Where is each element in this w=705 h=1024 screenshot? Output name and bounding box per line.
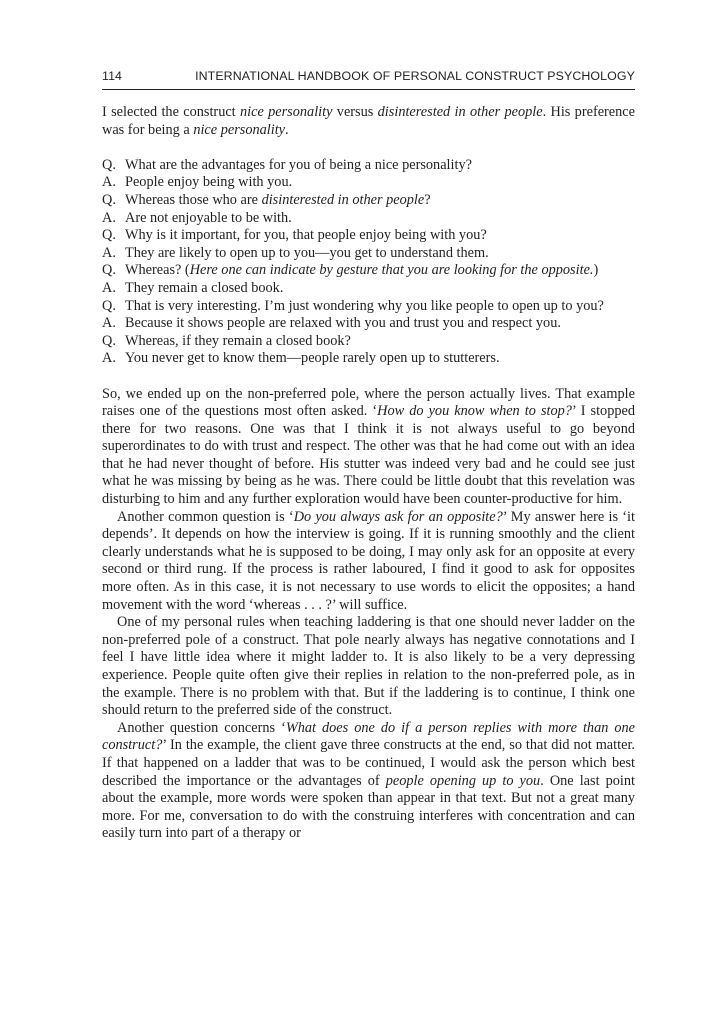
- speaker-label: A.: [102, 209, 116, 226]
- speaker-label: Q.: [102, 156, 116, 173]
- speaker-label: A.: [102, 279, 116, 296]
- speaker-label: Q.: [102, 262, 116, 279]
- paragraph-stopping: [102, 386, 635, 509]
- interview-dialogue: [102, 157, 635, 368]
- dialogue-question: [102, 192, 635, 210]
- dialogue-text: Because it shows people are relaxed with you and trust you and respect you.: [125, 315, 561, 332]
- paragraph-text: Another question concerns ‘: [117, 719, 286, 736]
- dialogue-question: [102, 333, 635, 351]
- speaker-label: A.: [102, 350, 116, 367]
- paragraph-text: . One last point about the example, more words were spoken than appear in that text. But not a great many more. For me, conversation to do with the construing interferes with concentration and can easily turn into part of a therapy or: [102, 772, 636, 842]
- page-number: 114: [102, 69, 123, 83]
- dialogue-text: People enjoy being with you.: [125, 174, 293, 191]
- speaker-label: Q.: [102, 191, 116, 208]
- dialogue-segment: Whereas? (: [125, 262, 190, 279]
- paragraph-personal-rules: One of my personal rules when teaching laddering is that one should never ladder on the non-preferred pole of a construct. That pole nearly always has negative connotations and I feel I have little idea where it might ladder to. It is also likely to be a very depressing experience. People quite often give their replies in relation to the non-preferred pole, as in the example. There is no problem with that. But if the laddering is to continue, I think one should return to the preferred side of the construct.: [102, 614, 635, 719]
- paragraph-text: ’ My answer here is ‘it depends’. It depends on how the interview is going. If it is running smoothly and the client clearly understands what he is supposed to be doing, I may only ask for an opposite at every second or third rung. If the process is rather laboured, I find it good to ask for opposites more often. As in this case, it is not necessary to use words to elicit the opposites; a hand movement with the word ‘whereas . . . ?’ will suffice.: [102, 508, 635, 613]
- intro-italic: nice personality: [239, 104, 333, 120]
- intro-text: I selected the construct: [102, 104, 240, 120]
- dialogue-text: Are not enjoyable to be with.: [125, 209, 292, 226]
- dialogue-text: You never get to know them—people rarely open up to stutterers.: [125, 350, 500, 367]
- intro-text: .: [285, 121, 289, 138]
- dialogue-answer: [102, 280, 635, 298]
- speaker-label: Q.: [102, 332, 116, 349]
- paragraph-text: ’ In the example, the client gave three constructs at the end, so that did not matter. If that happened on a ladder that was to be continued, I would ask the person which best described the importance or the advantages of: [102, 737, 635, 789]
- dialogue-text: What are the advantages for you of being a nice personality?: [125, 156, 472, 173]
- speaker-label: A.: [102, 244, 116, 261]
- paragraph-text: So, we ended up on the non-preferred pole, where the person actually lives. That example raises one of the questions most often asked. ‘: [102, 385, 635, 420]
- intro-italic: disinterested in other people: [377, 104, 543, 120]
- dialogue-segment: ): [593, 262, 599, 279]
- body-text: [102, 104, 635, 843]
- dialogue-answer: [102, 174, 635, 192]
- dialogue-text: Whereas, if they remain a closed book?: [125, 332, 351, 349]
- paragraph-italic: How do you know when to stop?: [377, 403, 572, 420]
- dialogue-question: [102, 227, 635, 245]
- intro-italic: nice personality: [193, 121, 286, 138]
- paragraph-text: Another common question is ‘: [117, 508, 294, 525]
- dialogue-answer: [102, 245, 635, 263]
- dialogue-text: [125, 262, 635, 280]
- dialogue-answer: [102, 350, 635, 368]
- intro-text: . His preference was for being a: [102, 104, 635, 138]
- header-rule: [102, 89, 635, 90]
- dialogue-answer: [102, 210, 635, 228]
- paragraph-opposites: [102, 509, 635, 615]
- paragraph-italic: What does one do if a person replies with more than one construct?: [102, 719, 635, 754]
- dialogue-text: Why is it important, for you, that people enjoy being with you?: [125, 227, 487, 244]
- running-title: INTERNATIONAL HANDBOOK OF PERSONAL CONSTRUCT PSYCHOLOGY: [195, 69, 635, 83]
- speaker-label: A.: [102, 315, 116, 332]
- dialogue-question: [102, 157, 635, 175]
- dialogue-answer: [102, 315, 635, 333]
- dialogue-text: That is very interesting. I’m just wondering why you like people to open up to you?: [125, 297, 604, 314]
- speaker-label: Q.: [102, 227, 116, 244]
- running-header: [102, 69, 635, 87]
- intro-paragraph: [102, 104, 635, 139]
- paragraph-text: ’ I stopped there for two reasons. One was that I think it is not always useful to go beyond superordinates to do with trust and respect. The other was that he had come out with an idea that he had never thought of before. His stutter was indeed very bad and he could see just what he was missing by being as he was. There could be little doubt that this revelation was disturbing to him and any further exploration would have been counter-productive for him.: [102, 403, 635, 508]
- intro-text: versus: [332, 104, 378, 120]
- paragraph-multiple-constructs: [102, 720, 635, 843]
- dialogue-segment: ?: [424, 191, 431, 208]
- dialogue-italic: Here one can indicate by gesture that you are looking for the opposite.: [189, 262, 594, 279]
- dialogue-text: They remain a closed book.: [125, 279, 284, 296]
- dialogue-question: [102, 262, 635, 280]
- speaker-label: Q.: [102, 297, 116, 314]
- dialogue-question: [102, 298, 635, 316]
- dialogue-text: [125, 192, 635, 210]
- paragraph-italic: people opening up to you: [385, 772, 541, 789]
- dialogue-segment: Whereas those who are: [125, 191, 262, 208]
- dialogue-italic: disinterested in other people: [261, 191, 425, 208]
- speaker-label: A.: [102, 174, 116, 191]
- paragraph-italic: Do you always ask for an opposite?: [293, 508, 503, 525]
- dialogue-text: They are likely to open up to you—you get to understand them.: [125, 244, 489, 261]
